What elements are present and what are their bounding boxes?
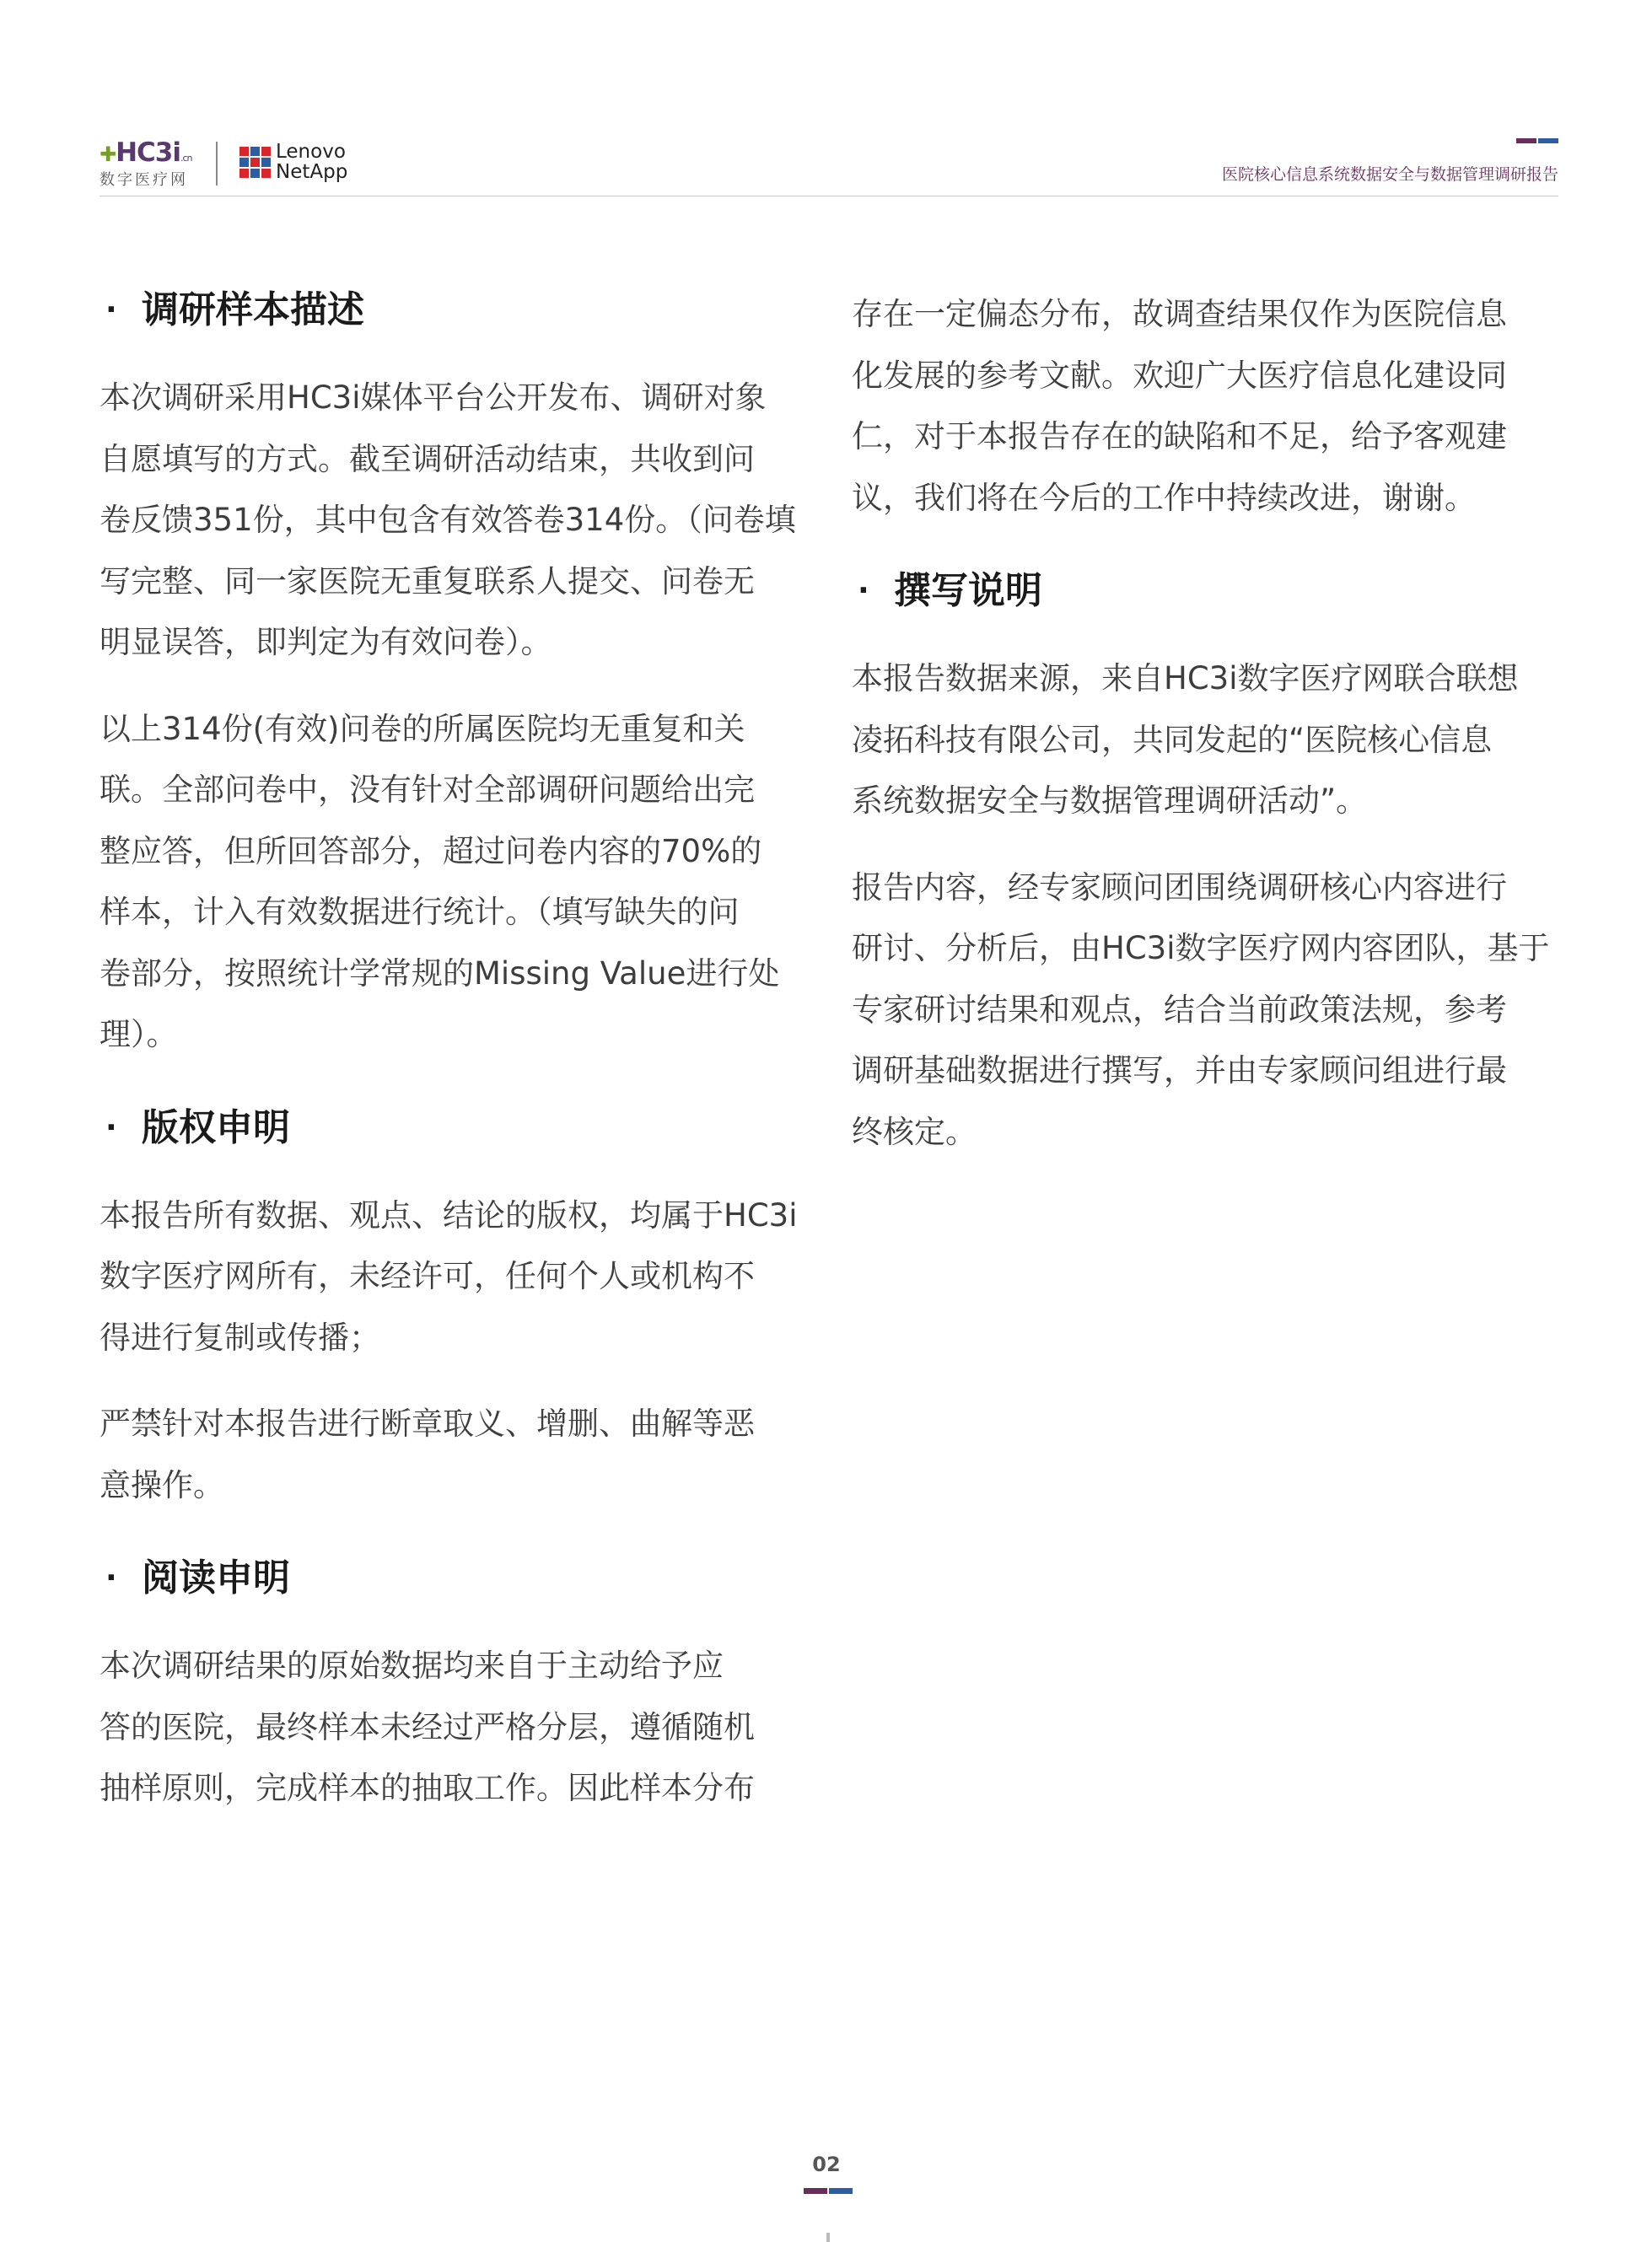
paragraph-reading-1: 本次调研结果的原始数据均来自于主动给予应 答的医院，最终样本未经过严格分层，遵循随机 抽样原则，完成样本的抽取工作。因此样本分布 xyxy=(100,1648,755,1806)
section-heading-sample: · 调研样本描述 xyxy=(100,278,804,342)
hc3i-logo xyxy=(100,137,192,190)
paragraph-reading-continued: 存在一定偏态分布，故调查结果仅作为医院信息 化发展的参考文献。欢迎广大医疗信息化建设同 仁，对于本报告存在的缺陷和不足，给予客观建 议，我们将在今后的工作中持续改进，谢谢。 xyxy=(852,296,1507,516)
section-heading-reading: · 阅读申明 xyxy=(100,1546,804,1610)
bullet-dot-icon: · xyxy=(105,1110,117,1145)
left-column xyxy=(100,278,804,1820)
hc3i-logo-subtitle: 数字医疗网 xyxy=(100,171,188,189)
paragraph-copyright-1: 本报告所有数据、观点、结论的版权，均属于HC3i 数字医疗网所有，未经许可，任何个人或机构不 得进行复制或传播； xyxy=(100,1196,798,1356)
section-heading-copyright: · 版权申明 xyxy=(100,1096,804,1160)
bullet-dot-icon: · xyxy=(858,573,869,608)
footer-tick xyxy=(826,2233,830,2242)
logo-partner-line1: Lenovo xyxy=(276,141,346,163)
paragraph-writing-1: 本报告数据来源，来自HC3i数字医疗网联合联想 凌拓科技有限公司，共同发起的“医院核心信息 系统数据安全与数据管理调研活动”。 xyxy=(852,660,1519,819)
bullet-dot-icon: · xyxy=(105,293,117,327)
bullet-dot-icon: · xyxy=(105,1561,117,1595)
page-header xyxy=(100,126,1558,196)
footer-accent-bars xyxy=(804,2188,853,2194)
header-accent-bars xyxy=(1516,138,1558,143)
page-number: 02 xyxy=(812,2153,841,2176)
logo-divider xyxy=(216,142,218,185)
lenovo-netapp-logo xyxy=(239,142,347,182)
logo-partner-line2: NetApp xyxy=(276,161,348,183)
plus-icon: ✚ xyxy=(100,142,116,166)
paragraph-writing-2: 报告内容，经专家顾问团围绕调研核心内容进行 研讨、分析后，由HC3i数字医疗网内容团队，基于 专家研讨结果和观点，结合当前政策法规，参考 调研基础数据进行撰写，并由专家顾问组进行最 终核定。 xyxy=(852,868,1550,1150)
right-column xyxy=(852,284,1557,1163)
section-heading-writing: · 撰写说明 xyxy=(852,559,1557,623)
lenovo-grid-icon xyxy=(239,147,271,178)
hc3i-logo-text: HC3i xyxy=(116,137,180,168)
hc3i-logo-suffix: .cn xyxy=(180,153,192,164)
paragraph-sample-2: 以上314份(有效)问卷的所属医院均无重复和关 联。全部问卷中，没有针对全部调研问题给出完 整应答，但所回答部分，超过问卷内容的70%的 样本，计入有效数据进行统计。（填写缺失的问 卷部分，按照统计学常规的Missing Value进行处 理）。 xyxy=(100,710,780,1052)
report-title: 医院核心信息系统数据安全与数据管理调研报告 xyxy=(1221,165,1558,184)
paragraph-sample-1: 本次调研采用HC3i媒体平台公开发布、调研对象 自愿填写的方式。截至调研活动结束，共收到问 卷反馈351份，其中包含有效答卷314份。（问卷填 写完整、同一家医院无重复联系人提交、问卷无 明显误答，即判定为有效问卷）。 xyxy=(100,379,796,660)
paragraph-copyright-2: 严禁针对本报告进行断章取义、增删、曲解等恶 意操作。 xyxy=(100,1406,755,1503)
